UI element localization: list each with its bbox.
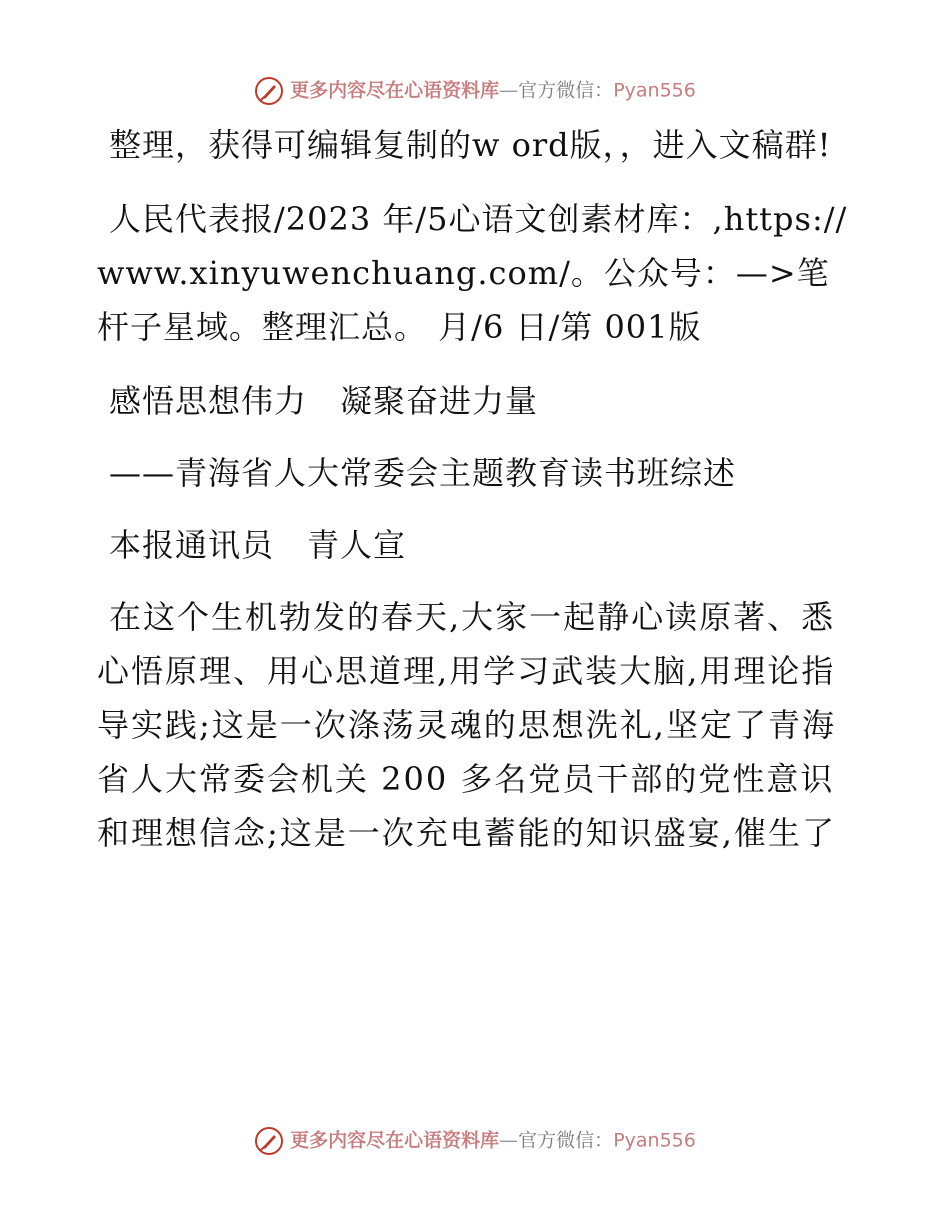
article-subtitle: ——青海省人大常委会主题教育读书班综述 [109, 454, 737, 492]
watermark-dash: — [499, 79, 519, 102]
intro-paragraph: 整理，获得可编辑复制的w ord版，，进入文稿群! [109, 126, 832, 164]
watermark-brand: 更多内容尽在心语资料库 [290, 79, 500, 102]
article-byline: 本报通讯员 青人宣 [109, 526, 407, 564]
document-body [97, 118, 853, 880]
watermark-brand: 更多内容尽在心语资料库 [290, 1129, 500, 1152]
watermark-dash: — [499, 1129, 519, 1152]
watermark-official-label: 官方微信： [518, 1129, 614, 1152]
watermark-wechat-id: Pyan556 [613, 1129, 696, 1152]
article-title: 感悟思想伟力 凝聚奋进力量 [109, 382, 539, 420]
quill-logo-icon [254, 1126, 284, 1156]
article-body-paragraph: 在这个生机勃发的春天,大家一起静心读原著、悉心悟原理、用心思道理,用学习武装大脑,用理论指导实践;这是一次涤荡灵魂的思想洗礼,坚定了青海省人大常委会机关 200 多名党员干部的党性意识和理想信念;这是一次充电蓄能的知识盛宴,催生了 [97, 598, 836, 852]
header-watermark [0, 70, 950, 110]
source-paragraph: 人民代表报/2023 年/5心语文创素材库：,https://www.xinyuwenchuang.com/。公众号：—>笔杆子星域。整理汇总。 月/6 日/第 001版 [97, 200, 848, 346]
footer-watermark [0, 1120, 950, 1160]
watermark-wechat-id: Pyan556 [613, 79, 696, 102]
watermark-official-label: 官方微信： [518, 79, 614, 102]
quill-logo-icon [254, 76, 284, 106]
